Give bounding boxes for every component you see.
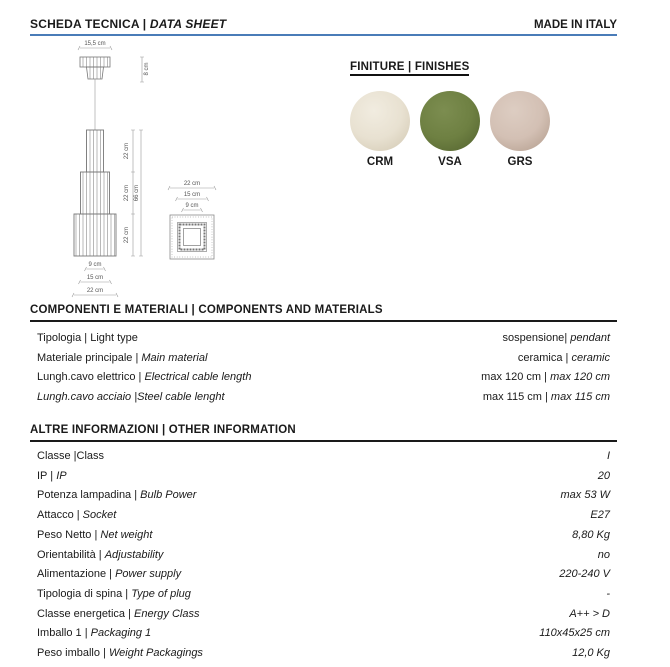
label-it: Lungh.cavo elettrico bbox=[37, 371, 136, 384]
spec-label bbox=[37, 467, 67, 487]
value-it: sospensione bbox=[502, 332, 565, 344]
label-en: Type of plug bbox=[131, 587, 191, 600]
label-it: IP bbox=[37, 469, 48, 482]
label-en: Steel cable lenght bbox=[137, 391, 225, 404]
other-information-heading: ALTRE INFORMAZIONI | OTHER INFORMATION bbox=[30, 424, 617, 442]
components-section bbox=[30, 304, 617, 408]
value-en: max 115 cm bbox=[550, 391, 610, 404]
label-sep: | bbox=[131, 489, 141, 502]
label-it: Peso imballo bbox=[37, 647, 100, 660]
label-sep: | bbox=[106, 568, 116, 581]
value-sep: | bbox=[541, 371, 551, 384]
label-it: Orientabilità bbox=[37, 548, 96, 561]
spec-row bbox=[30, 486, 617, 506]
spec-value bbox=[518, 349, 610, 369]
dimension-label: 8 cm bbox=[144, 62, 150, 76]
dimension-label: 22 cm bbox=[124, 226, 130, 244]
label-it: Materiale principale bbox=[37, 351, 133, 364]
spec-row bbox=[30, 605, 617, 625]
value-en: ceramic bbox=[571, 351, 610, 364]
spec-row bbox=[30, 368, 617, 388]
label-en: Bulb Power bbox=[140, 489, 197, 502]
dimension-label: 9 cm bbox=[88, 262, 102, 268]
label-sep: | bbox=[125, 607, 135, 620]
spec-label bbox=[37, 447, 104, 467]
other-information-rows bbox=[30, 442, 617, 664]
value-it: ceramica bbox=[517, 351, 563, 364]
label-en: Electrical cable length bbox=[144, 371, 252, 384]
dimension-label: 66 cm bbox=[134, 184, 140, 202]
label-en: Power supply bbox=[115, 568, 182, 581]
swatch-item-crm bbox=[350, 91, 410, 168]
spec-label bbox=[37, 605, 199, 625]
swatch-circle-grs bbox=[490, 91, 550, 151]
spec-row bbox=[30, 349, 617, 369]
page-title bbox=[30, 17, 226, 31]
label-en: Main material bbox=[141, 351, 208, 364]
spec-value: A++ > D bbox=[569, 607, 610, 620]
label-it: Classe bbox=[37, 450, 71, 462]
label-sep: | bbox=[95, 548, 105, 561]
label-en: Adjustability bbox=[104, 548, 164, 561]
dimension-label: 22 cm bbox=[86, 288, 104, 294]
label-en: Net weight bbox=[100, 528, 153, 541]
spec-row bbox=[30, 565, 617, 585]
label-sep: | bbox=[131, 391, 138, 404]
label-en: IP bbox=[56, 469, 67, 482]
swatch-code-grs: GRS bbox=[507, 156, 533, 168]
title-italian: SCHEDA TECNICA bbox=[30, 17, 140, 31]
label-en: Energy Class bbox=[134, 607, 200, 620]
spec-label bbox=[37, 624, 151, 644]
label-it: Classe energetica bbox=[37, 607, 126, 620]
spec-value: 20 bbox=[597, 469, 610, 482]
dimension-label: 22 cm bbox=[183, 181, 201, 187]
components-rows bbox=[30, 322, 617, 408]
spec-value bbox=[483, 388, 610, 408]
spec-value bbox=[481, 368, 610, 388]
dimension-label: 9 cm bbox=[185, 203, 199, 209]
value-en: max 120 cm bbox=[550, 371, 610, 384]
spec-row bbox=[30, 388, 617, 408]
technical-drawing bbox=[30, 38, 265, 300]
value-sep: | bbox=[562, 351, 572, 364]
swatch-list bbox=[350, 91, 580, 168]
label-it: Attacco bbox=[37, 509, 74, 522]
label-it: Tipologia bbox=[37, 332, 82, 344]
spec-label bbox=[37, 349, 207, 369]
swatch-circle-crm bbox=[350, 91, 410, 151]
label-sep: | bbox=[70, 450, 77, 462]
spec-row bbox=[30, 585, 617, 605]
spec-value: 110x45x25 cm bbox=[539, 627, 610, 640]
title-separator: | bbox=[139, 17, 150, 31]
spec-row bbox=[30, 526, 617, 546]
dimension-label: 15 cm bbox=[86, 275, 104, 281]
label-sep: | bbox=[73, 509, 83, 522]
label-sep: | bbox=[132, 351, 142, 364]
label-en: Class bbox=[76, 450, 105, 462]
spec-value: 8,80 Kg bbox=[572, 528, 610, 541]
spec-label bbox=[37, 565, 181, 585]
label-it: Potenza lampadina bbox=[37, 489, 132, 502]
swatch-code-crm: CRM bbox=[366, 156, 394, 168]
pendant-top-view bbox=[168, 181, 216, 259]
label-it: Peso Netto bbox=[37, 528, 92, 541]
spec-label bbox=[37, 546, 163, 566]
document-header bbox=[30, 17, 617, 36]
spec-label bbox=[37, 506, 116, 526]
spec-value: E27 bbox=[590, 509, 610, 522]
spec-row bbox=[30, 506, 617, 526]
spec-label bbox=[37, 585, 191, 605]
spec-value: max 53 W bbox=[560, 489, 610, 502]
components-heading: COMPONENTI E MATERIALI | COMPONENTS AND MATERIALS bbox=[30, 304, 617, 322]
label-sep: | bbox=[135, 371, 145, 384]
spec-value: no bbox=[597, 548, 610, 561]
spec-label bbox=[37, 368, 251, 388]
spec-value: - bbox=[606, 587, 610, 600]
spec-label bbox=[37, 388, 225, 408]
spec-row bbox=[30, 624, 617, 644]
made-in-italy-label: MADE IN ITALY bbox=[533, 19, 617, 31]
spec-label bbox=[37, 644, 203, 664]
other-information-section bbox=[30, 424, 617, 664]
label-sep: | bbox=[47, 469, 57, 482]
dimension-label: 15 cm bbox=[183, 192, 201, 198]
pendant-front-view bbox=[72, 41, 150, 297]
dimension-label: 15,5 cm bbox=[84, 41, 106, 47]
label-sep: | bbox=[81, 332, 91, 344]
spec-value: 220-240 V bbox=[559, 568, 610, 581]
spec-row bbox=[30, 467, 617, 487]
swatch-item-vsa bbox=[420, 91, 480, 168]
label-en: Weight Packagings bbox=[108, 647, 203, 660]
title-english: DATA SHEET bbox=[149, 17, 227, 31]
spec-row bbox=[30, 644, 617, 664]
dimension-label: 22 cm bbox=[124, 184, 130, 202]
spec-value: 12,0 Kg bbox=[572, 647, 610, 660]
spec-label bbox=[37, 526, 152, 546]
dimension-label: 22 cm bbox=[124, 142, 130, 160]
label-sep: | bbox=[122, 587, 132, 600]
value-it: max 120 cm bbox=[481, 371, 542, 384]
spec-label bbox=[37, 486, 196, 506]
value-sep: | bbox=[541, 391, 551, 404]
spec-row bbox=[30, 329, 617, 349]
spec-label bbox=[37, 329, 138, 349]
swatch-item-grs bbox=[490, 91, 550, 168]
finishes-section bbox=[350, 57, 580, 168]
value-it: max 115 cm bbox=[482, 391, 542, 404]
value-en: pendant bbox=[570, 332, 610, 344]
label-it: Alimentazione bbox=[37, 568, 107, 581]
swatch-code-vsa: VSA bbox=[438, 156, 462, 168]
label-it: Imballo 1 bbox=[37, 627, 82, 640]
label-en: Packaging 1 bbox=[90, 627, 152, 640]
spec-value: I bbox=[606, 450, 610, 462]
finishes-heading: FINITURE | FINISHES bbox=[350, 61, 469, 76]
label-en: Socket bbox=[82, 509, 117, 522]
spec-value bbox=[503, 329, 610, 349]
label-sep: | bbox=[99, 647, 109, 660]
label-sep: | bbox=[81, 627, 91, 640]
label-sep: | bbox=[91, 528, 101, 541]
spec-row bbox=[30, 447, 617, 467]
label-it: Lungh.cavo acciaio bbox=[37, 391, 132, 404]
label-it: Tipologia di spina bbox=[37, 587, 123, 600]
label-en: Light type bbox=[90, 332, 138, 344]
value-sep: | bbox=[564, 332, 571, 344]
spec-row bbox=[30, 546, 617, 566]
swatch-circle-vsa bbox=[420, 91, 480, 151]
